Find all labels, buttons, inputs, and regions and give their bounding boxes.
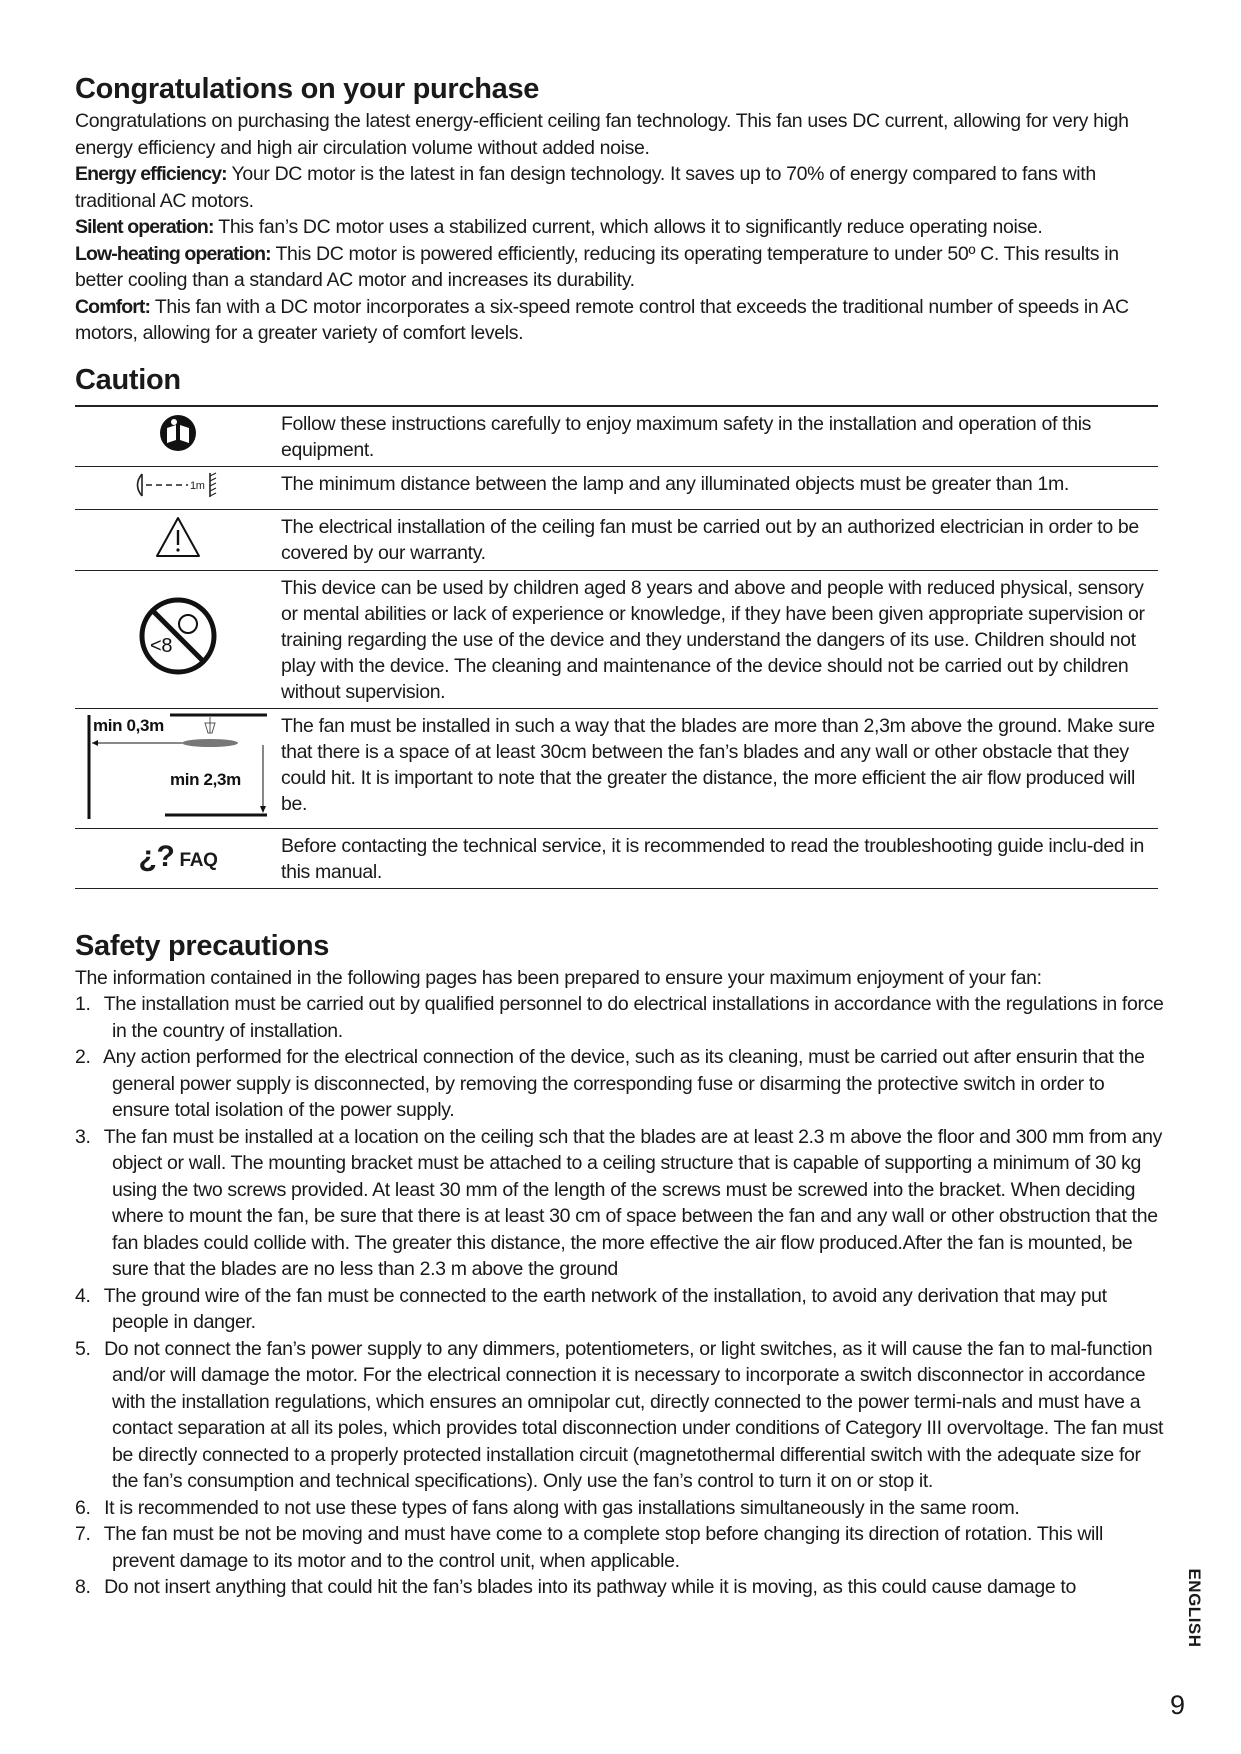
item-text: The fan must be not be moving and must have come to a complete stop before changing its direction of rotation. This will prevent damage to its motor and to the control unit, when applicable. [103, 1523, 1104, 1572]
caution-row [75, 406, 1158, 467]
feature-text: This fan’s DC motor uses a stabilized current, which allows it to significantly reduce operating noise. [213, 216, 1043, 238]
safety-item [75, 1495, 1165, 1522]
warning-triangle-icon [75, 509, 281, 570]
safety-item [75, 1336, 1165, 1495]
safety-list [75, 991, 1165, 1601]
item-text: Do not connect the fan’s power supply to any dimmers, potentiometers, or light switches, as it will cause the fan to mal-function and/or will damage the motor. For the electrical connection it is necessary to incorporate a switch disconnector in accordance with the installation regulations, which ensures an omnipolar cut, directly connected to the power termi-nals and must have a contact separation at all its poles, which provides total disconnection under conditions of Category III overvoltage. The fan must be directly connected to a properly protected installation circuit (magnetothermal differential switch with the adequate size for the fan’s consumption and technical specifications). Only use the fan’s control to turn it on or stop it. [104, 1337, 1164, 1492]
clearance-bottom-label: min 2,3m [170, 769, 241, 789]
caution-title: Caution [75, 363, 181, 396]
safety-intro: The information contained in the following pages has been prepared to ensure your maximum enjoyment of your fan: [75, 966, 1042, 989]
feature-low-heating [75, 241, 1165, 294]
item-number: 7. [75, 1523, 91, 1545]
feature-label: Low-heating operation: [75, 242, 271, 265]
caution-text: The minimum distance between the lamp and any illuminated objects must be greater than 1m. [281, 472, 1069, 495]
caution-text: Follow these instructions carefully to enjoy maximum safety in the installation and operation of this equipment. [281, 412, 1092, 461]
faq-label: FAQ [179, 849, 218, 871]
faq-question-mark: ¿? [138, 839, 175, 873]
manual-page [75, 70, 1165, 1601]
item-text: The ground wire of the fan must be connected to the earth network of the installation, to avoid any derivation that may put people in danger. [103, 1284, 1107, 1333]
feature-text: This DC motor is powered efficiently, reducing its operating temperature to under 50º C. This results in better cooling than a standard AC motor and increases its durability. [75, 242, 1119, 291]
age-label: <8 [150, 635, 173, 657]
safety-item [75, 1574, 1165, 1601]
safety-item [75, 1124, 1165, 1283]
caution-row [75, 570, 1158, 708]
caution-text: This device can be used by children aged 8 years and above and people with reduced physical, sensory or mental abilities or lack of experience or knowledge, if they have been given appropriate supervision or training regarding the use of the device and they understand the dangers of its use. Children should not play with the device. The cleaning and maintenance of the device should not be carried out by children without supervision. [281, 576, 1145, 703]
safety-title: Safety precautions [75, 929, 330, 962]
faq-icon [75, 828, 281, 888]
item-text: It is recommended to not use these types of fans along with gas installations simultaneously in the same room. [104, 1496, 1020, 1519]
feature-label: Energy efficiency: [75, 163, 227, 185]
item-number: 5. [75, 1337, 91, 1360]
page-number: 9 [1170, 1690, 1186, 1720]
item-number: 1. [75, 993, 91, 1015]
item-number: 3. [75, 1125, 91, 1148]
read-manual-icon [75, 406, 281, 467]
feature-text: This fan with a DC motor incorporates a six-speed remote control that exceeds the traditional number of speeds in AC motors, allowing for a greater variety of comfort levels. [75, 295, 1129, 344]
caution-row [75, 708, 1158, 828]
caution-table [75, 405, 1158, 889]
item-text: Do not insert anything that could hit the fan’s blades into its pathway while it is moving, as this could cause damage to [104, 1576, 1076, 1598]
safety-item [75, 1521, 1165, 1574]
feature-energy [75, 161, 1165, 214]
item-text: The fan must be installed at a location on the ceiling sch that the blades are at least 2.3 m above the floor and 300 mm from any object or wall. The mounting bracket must be attached to a ceiling structure that is capable of supporting a minimum of 30 kg using the two screws provided. At least 30 mm of the length of the screws must be screwed into the bracket. When deciding where to mount the fan, be sure that there is at least 30 cm of space between the fan and any wall or other obstruction that the fan blades could collide with. The greater this distance, the more effective the air flow produced.After the fan is mounted, be sure that the blades are no less than 2.3 m above the ground [103, 1125, 1163, 1280]
caution-text: Before contacting the technical service, it is recommended to read the troubleshooting guide inclu-ded in this manual. [281, 834, 1144, 883]
feature-comfort [75, 294, 1165, 347]
item-text: Any action performed for the electrical connection of the device, such as its cleaning, must be carried out after ensurin that the general power supply is disconnected, by removing the corresponding fuse or disarming the protective switch in order to ensure total isolation of the power supply. [103, 1046, 1145, 1121]
item-number: 2. [75, 1046, 91, 1068]
item-number: 6. [75, 1496, 91, 1519]
caution-text: The fan must be installed in such a way that the blades are more than 2,3m above the ground. Make sure that there is a space of at least 30cm between the fan’s blades and any wall or other obstacle that they could hit. It is important to note that the greater the distance, the more efficient the air flow produced will be. [281, 714, 1155, 815]
no-children-under-8-icon [75, 570, 281, 708]
safety-item [75, 1283, 1165, 1336]
item-number: 8. [75, 1576, 91, 1598]
feature-label: Comfort: [75, 295, 151, 318]
intro-text: Congratulations on purchasing the latest energy-efficient ceiling fan technology. This fan uses DC current, allowing for very high energy efficiency and high air circulation volume without added noise. [75, 110, 1129, 159]
feature-label: Silent operation: [75, 216, 214, 238]
safety-item [75, 991, 1165, 1044]
lamp-distance-icon [75, 466, 281, 509]
item-number: 4. [75, 1284, 91, 1307]
item-text: The installation must be carried out by qualified personnel to do electrical installations in accordance with the regulations in force in the country of installation. [103, 993, 1164, 1042]
lamp-distance-label: 1m [190, 479, 205, 492]
language-tab [1182, 1558, 1206, 1658]
caution-row [75, 466, 1158, 509]
feature-text: Your DC motor is the latest in fan design technology. It saves up to 70% of energy compared to fans with traditional AC motors. [75, 163, 1096, 212]
caution-text: The electrical installation of the ceiling fan must be carried out by an authorized electrician in order to be covered by our warranty. [281, 515, 1139, 564]
feature-silent [75, 214, 1165, 241]
installation-clearance-diagram [75, 708, 281, 828]
caution-row [75, 828, 1158, 888]
caution-row [75, 509, 1158, 570]
intro-title: Congratulations on your purchase [75, 73, 540, 105]
clearance-top-label: min 0,3m [93, 715, 164, 735]
language-label: ENGLISH [1185, 1568, 1204, 1648]
safety-item [75, 1044, 1165, 1124]
